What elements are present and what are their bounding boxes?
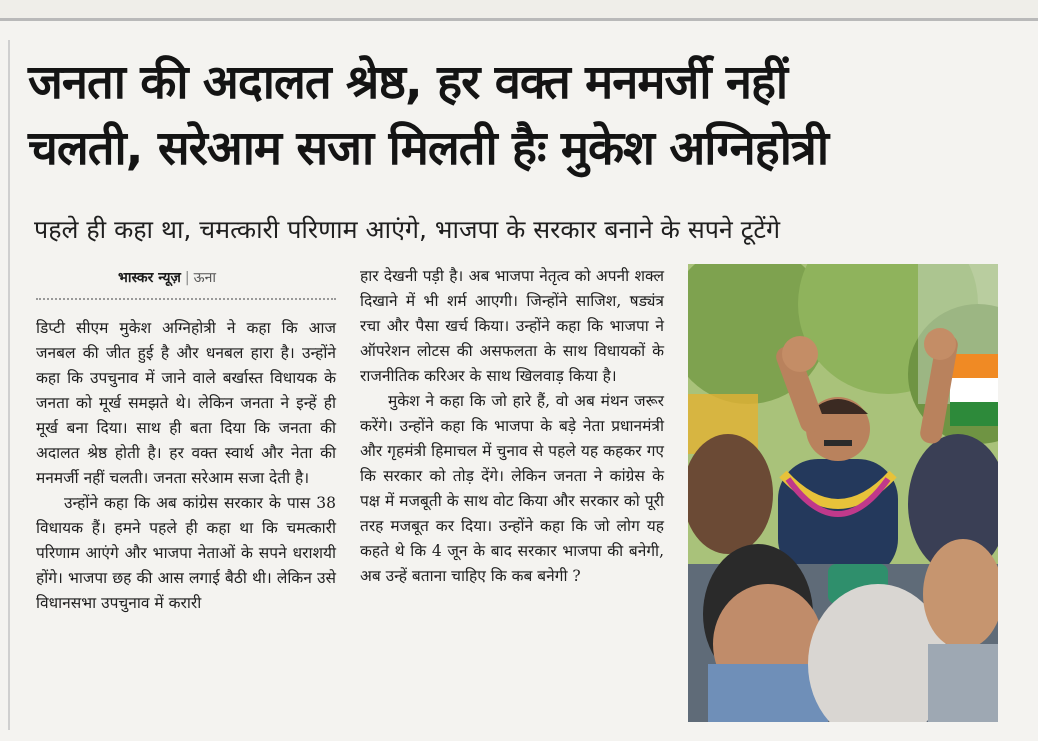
byline-divider	[36, 298, 336, 300]
previous-article-strip	[0, 0, 1038, 21]
headline-line-2: चलती, सरेआम सजा मिलती हैः मुकेश अग्निहोत्री	[28, 121, 828, 176]
column-rule	[8, 40, 10, 730]
body-column-2	[360, 264, 664, 589]
article-subheadline: पहले ही कहा था, चमत्कारी परिणाम आएंगे, भाजपा के सरकार बनाने के सपने टूटेंगे	[34, 215, 781, 244]
photo-illustration	[688, 264, 998, 722]
article-photo	[688, 264, 998, 722]
byline-agency: भास्कर न्यूज़	[118, 270, 181, 286]
body-paragraph: मुकेश ने कहा कि जो हारे हैं, वो अब मंथन जरूर करेंगे। उन्होंने कहा कि भाजपा के बड़े नेता प्रधानमंत्री और गृहमंत्री हिमाचल में चुनाव से पहले यह कहकर गए कि सरकार को तोड़ देंगे। लेकिन जनता ने कांग्रेस के पक्ष में मजबूती के साथ वोट किया और सरकार को पूरी तरह मजबूत कर दिया। उन्होंने कहा कि जो लोग यह कहते थे कि 4 जून के बाद सरकार भाजपा की बनेगी, अब उन्हें बताना चाहिए कि कब बनेगी ?	[360, 392, 664, 585]
headline-line-1: जनता की अदालत श्रेष्ठ, हर वक्त मनमर्जी नहीं	[28, 55, 788, 110]
body-paragraph: उन्होंने कहा कि अब कांग्रेस सरकार के पास 38 विधायक हैं। हमने पहले ही कहा था कि चमत्कारी परिणाम आएंगे और भाजपा नेताओं के सपने धराशयी होंगे। भाजपा छह की आस लगाई बैठी थी। लेकिन उसे विधानसभा उपचुनाव में करारी	[36, 494, 336, 612]
body-column-1	[36, 316, 336, 616]
byline-separator: |	[184, 270, 190, 286]
byline-place: ऊना	[193, 270, 217, 286]
body-paragraph: डिप्टी सीएम मुकेश अग्निहोत्री ने कहा कि आज जनबल की जीत हुई है और धनबल हारा है। उन्होंने कहा कि उपचुनाव में जाने वाले बर्खास्त विधायक के जनता को मूर्ख समझते थे। लेकिन जनता ने इन्हें ही मूर्ख बना दिया। साथ ही बता दिया कि जनता की अदालत श्रेष्ठ होती है। हर वक्त स्वार्थ और नेता की मनमर्जी नहीं चलती। जनता सरेआम सजा देती है।	[36, 319, 336, 487]
body-paragraph: हार देखनी पड़ी है। अब भाजपा नेतृत्व को अपनी शक्ल दिखाने में भी शर्म आएगी। जिन्होंने साजिश, षड्यंत्र रचा और पैसा खर्च किया। उन्होंने कहा कि भाजपा ने ऑपरेशन लोटस की असफलता के साथ विधायकों के राजनीतिक करिअर के साथ खिलवाड़ किया है।	[360, 267, 664, 385]
article-headline	[28, 50, 1018, 182]
byline	[118, 268, 216, 287]
